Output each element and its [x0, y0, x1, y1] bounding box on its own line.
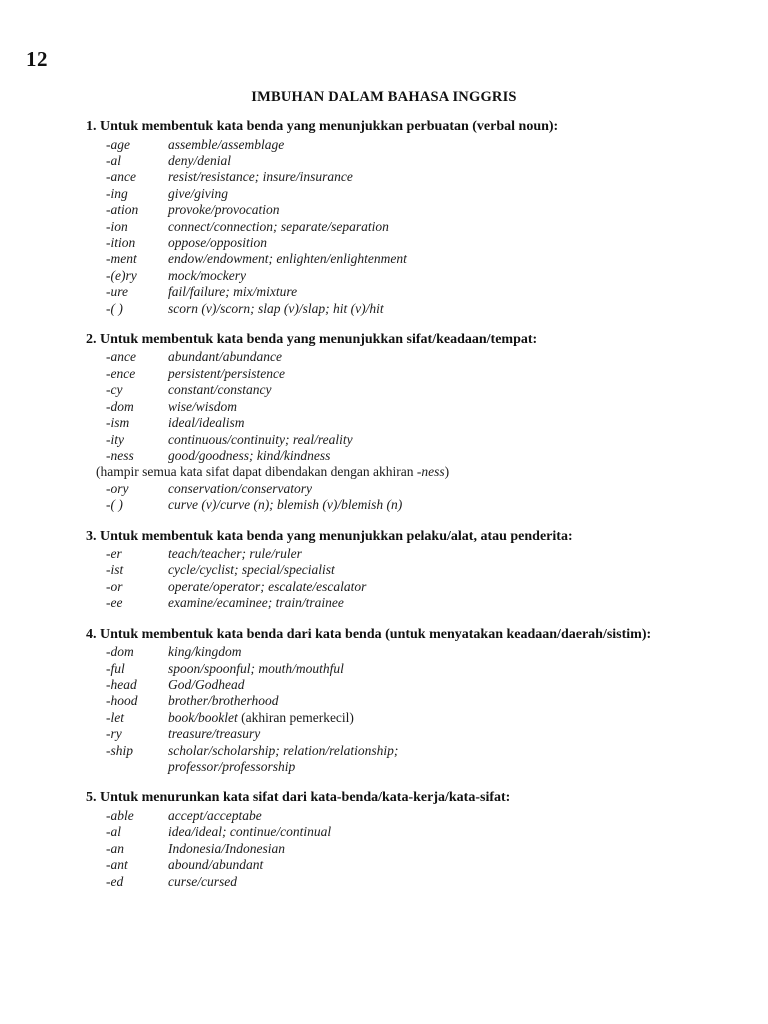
affix-example-text: good/goodness; kind/kindness: [168, 447, 331, 463]
affix-section: [0, 789, 768, 890]
affix-suffix: -age: [106, 136, 130, 152]
affix-entry: [0, 349, 768, 365]
section-heading: 4. Untuk membentuk kata benda dari kata benda (untuk menyatakan keadaan/daerah/sistim):: [86, 626, 652, 642]
affix-example-text: conservation/conservatory: [168, 480, 312, 496]
affix-entry: [0, 562, 768, 578]
affix-example-text: give/giving: [168, 185, 228, 201]
affix-suffix: -al: [106, 824, 121, 840]
note-suffix-term: -ness: [416, 464, 445, 480]
affix-entry: [0, 874, 768, 890]
affix-example: [168, 301, 768, 317]
affix-suffix: -ance: [106, 349, 136, 365]
affix-example: [168, 595, 768, 611]
affix-suffix: -ness: [106, 447, 134, 463]
affix-entry: [0, 186, 768, 202]
affix-example: [168, 841, 768, 857]
affix-example-text: cycle/cyclist; special/specialist: [168, 562, 335, 578]
affix-suffix: -an: [106, 840, 124, 856]
affix-example-text: provoke/provocation: [168, 202, 280, 218]
affix-example: [168, 743, 768, 759]
affix-suffix: -( ): [106, 497, 123, 513]
affix-suffix: -ful: [106, 660, 125, 676]
affix-suffix: -ure: [106, 284, 128, 300]
affix-example-text: idea/ideal; continue/continual: [168, 824, 332, 840]
affix-suffix: -ation: [106, 202, 139, 218]
affix-suffix: -ism: [106, 415, 130, 431]
affix-example: [168, 481, 768, 497]
affix-example-text: spoon/spoonful; mouth/mouthful: [168, 660, 344, 676]
affix-example: [168, 808, 768, 824]
affix-example-text: wise/wisdom: [168, 398, 238, 414]
affix-example: [168, 202, 768, 218]
affix-entry: [0, 137, 768, 153]
affix-entry: [0, 235, 768, 251]
affix-example-text: resist/resistance; insure/insurance: [168, 169, 353, 185]
affix-example: [168, 661, 768, 677]
affix-suffix: -ment: [106, 251, 137, 267]
affix-example-text: accept/acceptabe: [168, 807, 262, 823]
affix-example: [168, 432, 768, 448]
affix-example-text: continuous/continuity; real/reality: [168, 431, 353, 447]
affix-example: [168, 219, 768, 235]
affix-suffix: -(e)ry: [106, 267, 137, 283]
affix-suffix: -( ): [106, 300, 123, 316]
affix-example: [168, 644, 768, 660]
affix-section: [0, 118, 768, 317]
affix-suffix: -ance: [106, 169, 136, 185]
affix-example: [168, 153, 768, 169]
affix-suffix: -ition: [106, 234, 136, 250]
affix-suffix: -al: [106, 152, 121, 168]
affix-entry: [0, 399, 768, 415]
affix-entry: [0, 808, 768, 824]
affix-suffix: -ee: [106, 595, 123, 611]
affix-example-text: connect/connection; separate/separation: [168, 218, 389, 234]
affix-example-text: curse/cursed: [168, 873, 237, 889]
affix-entry: [0, 169, 768, 185]
affix-suffix: -ity: [106, 431, 124, 447]
affix-example-text: scholar/scholarship; relation/relationship;: [168, 742, 399, 758]
affix-suffix: -dom: [106, 644, 134, 660]
affix-example-text: ideal/idealism: [168, 415, 245, 431]
affix-example-text: curve (v)/curve (n); blemish (v)/blemish (n): [168, 497, 403, 513]
affix-suffix: -head: [106, 676, 137, 692]
affix-example: [168, 497, 768, 513]
affix-example-text: book/booklet: [168, 709, 238, 725]
affix-example: [168, 366, 768, 382]
affix-suffix: -ion: [106, 218, 128, 234]
affix-example: [168, 349, 768, 365]
affix-example-text: teach/teacher; rule/ruler: [168, 546, 302, 562]
affix-suffix: -ist: [106, 562, 124, 578]
affix-entry: [0, 595, 768, 611]
affix-suffix: -ant: [106, 857, 128, 873]
affix-example-text: examine/ecaminee; train/trainee: [168, 595, 344, 611]
affix-example: [168, 251, 768, 267]
affix-entry: [0, 301, 768, 317]
affix-entry: [0, 579, 768, 595]
affix-example-text: abundant/abundance: [168, 349, 282, 365]
section-heading: 2. Untuk membentuk kata benda yang menunjukkan sifat/keadaan/tempat:: [86, 331, 538, 347]
affix-suffix: -er: [106, 546, 122, 562]
affix-example: [168, 579, 768, 595]
affix-entry: [0, 661, 768, 677]
affix-entry: [0, 546, 768, 562]
affix-example: [168, 874, 768, 890]
affix-example-continuation: professor/professorship: [168, 759, 296, 774]
affix-entry: [0, 382, 768, 398]
affix-entry: [0, 366, 768, 382]
affix-example: [168, 399, 768, 415]
affix-entry: [0, 726, 768, 742]
affix-entry: [0, 284, 768, 300]
affix-section: [0, 626, 768, 776]
affix-example-text: abound/abundant: [168, 857, 264, 873]
affix-example-text: constant/constancy: [168, 382, 272, 398]
affix-entry: [0, 268, 768, 284]
affix-example: [168, 137, 768, 153]
section-heading: 1. Untuk membentuk kata benda yang menunjukkan perbuatan (verbal noun):: [86, 119, 559, 134]
affix-entry: [0, 153, 768, 169]
affix-example-text: scorn (v)/scorn; slap (v)/slap; hit (v)/hit: [168, 300, 384, 316]
affix-suffix: -or: [106, 578, 123, 594]
affix-example: [168, 562, 768, 578]
affix-entry: [0, 644, 768, 660]
affix-suffix: -ory: [106, 480, 129, 496]
section-heading: 3. Untuk membentuk kata benda yang menunjukkan pelaku/alat, atau penderita:: [86, 528, 573, 544]
affix-example: [168, 186, 768, 202]
affix-suffix: -dom: [106, 398, 134, 414]
affix-example-gloss: (akhiran pemerkecil): [237, 709, 354, 725]
affix-section: [0, 528, 768, 612]
affix-example-text: deny/denial: [168, 152, 231, 168]
affix-example-text: brother/brotherhood: [168, 693, 279, 709]
note-closing: ): [444, 464, 450, 480]
affix-example: [168, 284, 768, 300]
affix-suffix: -able: [106, 807, 134, 823]
affix-suffix: -cy: [106, 382, 123, 398]
affix-entry: [0, 219, 768, 235]
affix-example: [168, 693, 768, 709]
document-body: [0, 118, 768, 890]
affix-entry: [0, 743, 768, 759]
affix-suffix: -ence: [106, 365, 136, 381]
section-note: [0, 464, 768, 480]
affix-entry: [0, 857, 768, 873]
affix-entry: [0, 824, 768, 840]
affix-suffix: -ing: [106, 185, 128, 201]
affix-example-text: oppose/opposition: [168, 234, 268, 250]
affix-suffix: -ship: [106, 742, 133, 758]
affix-example: [168, 857, 768, 873]
affix-example: [168, 268, 768, 284]
affix-entry: [0, 202, 768, 218]
affix-example-text: king/kingdom: [168, 644, 242, 660]
affix-example: [168, 546, 768, 562]
affix-example-text: assemble/assemblage: [168, 136, 285, 152]
affix-example: [168, 169, 768, 185]
affix-example-text: God/Godhead: [168, 676, 245, 692]
affix-entry: [0, 693, 768, 709]
affix-entry: [0, 710, 768, 726]
affix-example: [168, 448, 768, 464]
affix-example-text: fail/failure; mix/mixture: [168, 284, 298, 300]
affix-entry: [0, 677, 768, 693]
affix-example-text: persistent/persistence: [168, 365, 285, 381]
affix-entry: [0, 841, 768, 857]
affix-entry: [0, 251, 768, 267]
affix-entry: [0, 432, 768, 448]
affix-example: [168, 677, 768, 693]
affix-entry: [0, 448, 768, 464]
affix-section: [0, 331, 768, 514]
affix-suffix: -hood: [106, 693, 138, 709]
page-number: 12: [26, 47, 48, 71]
affix-suffix: -let: [106, 709, 124, 725]
affix-example: [168, 235, 768, 251]
affix-example: [168, 382, 768, 398]
note-text: (hampir semua kata sifat dapat dibendakan dengan akhiran: [96, 464, 417, 480]
affix-suffix: -ry: [106, 726, 122, 742]
affix-example-text: mock/mockery: [168, 267, 246, 283]
section-heading: 5. Untuk menurunkan kata sifat dari kata-benda/kata-kerja/kata-sifat:: [86, 790, 511, 806]
affix-example: [168, 710, 768, 726]
affix-example-text: endow/endowment; enlighten/enlightenment: [168, 251, 407, 267]
affix-example-text: treasure/treasury: [168, 726, 261, 742]
affix-example: [168, 415, 768, 431]
affix-entry: [0, 415, 768, 431]
affix-example-text: Indonesia/Indonesian: [168, 840, 285, 856]
affix-entry: [0, 497, 768, 513]
affix-example: [168, 824, 768, 840]
affix-example: [168, 726, 768, 742]
affix-entry: [0, 481, 768, 497]
affix-example-text: operate/operator; escalate/escalator: [168, 578, 367, 594]
affix-suffix: -ed: [106, 873, 124, 889]
document-title: IMBUHAN DALAM BAHASA INGGRIS: [251, 89, 517, 105]
